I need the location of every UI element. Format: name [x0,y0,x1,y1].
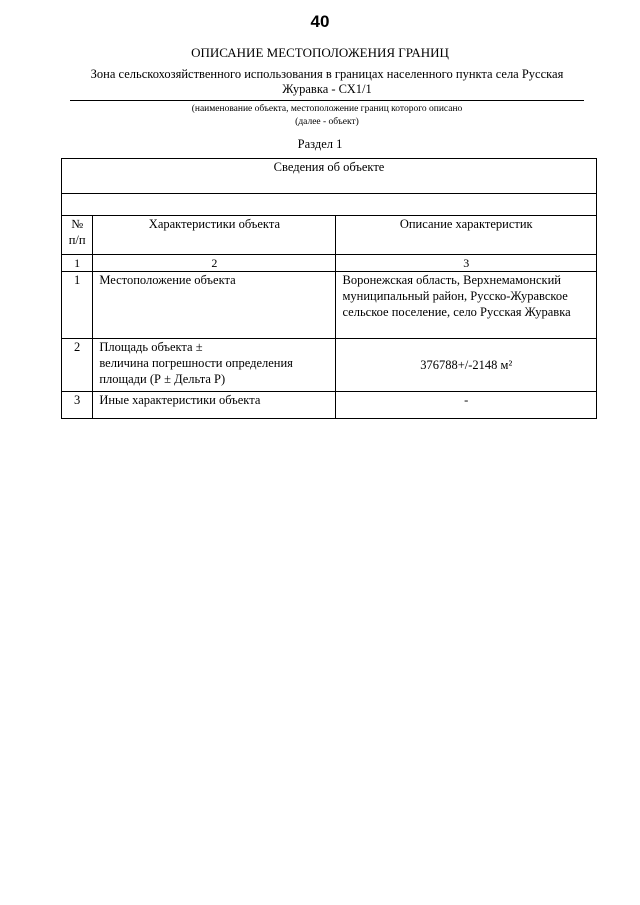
page-number: 40 [310,12,330,31]
blank-cell [62,194,597,216]
table-header: Сведения об объекте [62,159,597,194]
section-label: Раздел 1 [297,137,343,151]
document-title: ОПИСАНИЕ МЕСТОПОЛОЖЕНИЯ ГРАНИЦ [191,45,449,60]
table-row [62,339,597,392]
column-header-row [62,216,597,255]
description-line: муниципальный район, Русско-Журавское [342,289,568,303]
object-name-underline [70,100,584,101]
table-header-row [62,159,597,194]
table-blank-row [62,194,597,216]
column-index-3: 3 [336,255,597,272]
column-header-number-line-2: п/п [68,233,86,247]
column-index-1: 1 [62,255,93,272]
description-line: сельское поселение, село Русская Журавка [342,305,571,319]
row-description [336,339,597,392]
row-characteristic [93,392,336,419]
row-number: 3 [62,392,93,419]
object-name-line-1: Зона сельскохозяйственного использования в границах населенного пункта села Русская [90,67,564,81]
column-header-description: Описание характеристик [336,216,597,255]
row-number: 1 [62,272,93,339]
description-line: Воронежская область, Верхнемамонский [342,273,561,287]
description-line: - [464,393,469,407]
object-info-table [61,158,597,419]
caption-line-1: (наименование объекта, местоположение границ которого описано [191,104,463,114]
row-characteristic [93,272,336,339]
column-header-number [62,216,93,255]
description-line: 376788+/-2148 м² [420,358,513,372]
caption-line-2: (далее - объект) [295,117,359,127]
object-name-caption [70,103,584,129]
column-header-number-line-1: № [71,217,84,231]
column-index-2: 2 [93,255,336,272]
characteristic-line: Местоположение объекта [99,273,236,287]
row-characteristic [93,339,336,392]
column-header-characteristic: Характеристики объекта [93,216,336,255]
object-name [70,67,584,97]
row-description [336,392,597,419]
column-index-row [62,255,597,272]
characteristic-line: Иные характеристики объекта [99,393,261,407]
row-description [336,272,597,339]
characteristic-line: площади (Р ± Дельта Р) [99,372,226,386]
characteristic-line: Площадь объекта ± [99,340,203,354]
row-number: 2 [62,339,93,392]
table-row [62,392,597,419]
characteristic-line: величина погрешности определения [99,356,293,370]
table-row [62,272,597,339]
object-name-line-2: Журавка - СХ1/1 [282,82,372,96]
